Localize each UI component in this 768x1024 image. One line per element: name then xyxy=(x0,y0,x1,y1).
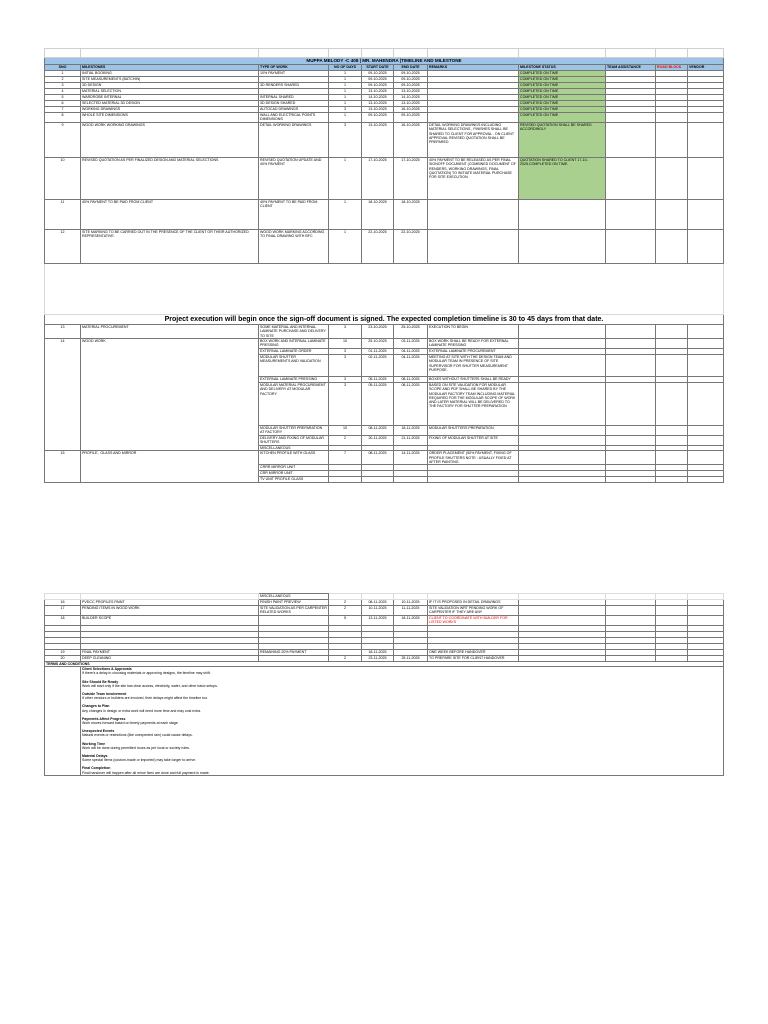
status-cell: COMPLETED ON TIME xyxy=(519,83,606,89)
term-text: Work will start only if the site has clear access, electricity, water, and other basic setups. xyxy=(82,683,218,688)
empty-cell xyxy=(688,113,724,123)
milestone-cell: SITE MEASUREMENTS (BATCHIN) xyxy=(81,77,259,83)
empty-cell xyxy=(656,426,688,436)
empty-cell xyxy=(519,383,606,426)
type-cell: TV UNIT PROFILE GLASS xyxy=(259,477,329,483)
remarks-cell: MODULAR SHUTTERS PREPARATION xyxy=(428,426,519,436)
type-cell: SITE VALIDATION AS PER CARPENTER RELATED WORKS xyxy=(260,606,327,615)
empty-cell xyxy=(688,123,724,158)
milestone-cell: MATERIAL SELECTION xyxy=(81,89,259,95)
banner-row xyxy=(45,315,724,325)
table-row xyxy=(45,200,724,230)
type-cell: DELIVERY AND FIXING OF MODULAR SHUTTERS xyxy=(259,436,329,446)
remarks-cell: EXTERNAL LAMINATE PROCUREMENT xyxy=(428,349,519,355)
term-heading: Payments Affect Progress xyxy=(82,716,126,721)
empty-cell xyxy=(656,200,688,230)
remarks-cell xyxy=(428,200,519,230)
header-remarks: REMARKS xyxy=(428,65,519,71)
end-date-cell: 09-10-2025 xyxy=(394,71,428,77)
days-cell xyxy=(329,477,362,483)
remarks-cell: SITE VALIDATION WRT PENDING WORK OF CARPENTER IF THEY ARE ANY xyxy=(428,606,519,616)
start-date-cell: 25-10-2025 xyxy=(362,339,394,349)
empty-cell xyxy=(519,325,606,339)
sno-cell: 2 xyxy=(45,77,81,83)
empty-cell xyxy=(519,616,606,626)
status-cell xyxy=(519,230,606,264)
empty-cell xyxy=(688,325,724,339)
milestone-cell: REVISED QUOTATION AS PER FINALIZED DESIGN AND MATERIAL SELECTIONS xyxy=(81,158,259,200)
start-date-cell: 23-11-2025 xyxy=(362,656,394,662)
type-cell: REMAINING 20% PAYMENT xyxy=(259,650,329,656)
start-date-cell: 05-11-2025 xyxy=(362,383,394,426)
table-row xyxy=(45,616,724,626)
end-date-cell: 17-10-2025 xyxy=(394,158,428,200)
empty-cell xyxy=(606,123,656,158)
timeline-table xyxy=(44,48,724,483)
remarks-cell: EXECUTION TO BEGIN xyxy=(428,325,519,339)
days-cell: 3 xyxy=(329,355,362,377)
days-cell: 3 xyxy=(329,325,362,339)
term-text: Work will be done during permitted hours as per local or society rules. xyxy=(82,745,190,750)
status-cell: COMPLETED ON TIME xyxy=(519,77,606,83)
milestone-cell: WOOD WORK WORKING DRAWINGS xyxy=(81,123,259,158)
type-cell: EXTERNAL LAMINATE ORDER xyxy=(259,349,329,355)
terms-list xyxy=(81,667,724,776)
header-road-block: ROAD BLOCK xyxy=(656,65,688,71)
status-cell: COMPLETED ON TIME xyxy=(519,71,606,77)
header-milestones: MILESTONES xyxy=(81,65,259,71)
remarks-cell: TO PREPARE SITE FOR CLIENT HANDOVER xyxy=(428,656,519,662)
table-row xyxy=(45,158,724,200)
empty-cell xyxy=(688,436,724,446)
type-cell: EXTERNAL LAMINATE PRESSING xyxy=(259,377,329,383)
empty-cell xyxy=(656,355,688,377)
start-date-cell: 13-11-2025 xyxy=(362,616,394,626)
term-heading: Final Completion xyxy=(82,766,111,771)
days-cell: 2 xyxy=(329,606,362,616)
type-cell: DETAIL WORKING DRAWINGS xyxy=(259,123,329,158)
empty-cell xyxy=(656,230,688,264)
type-cell: CRR MIRROR UNIT xyxy=(259,471,329,477)
execution-banner: Project execution will begin once the sign-off document is signed. The expected completion timeline is 30 to 45 days from that date. xyxy=(45,315,724,325)
sno-cell: 8 xyxy=(45,113,81,123)
header-start: START DATE xyxy=(362,65,394,71)
sno-cell: 7 xyxy=(45,107,81,113)
empty-cell xyxy=(519,606,606,616)
status-cell xyxy=(519,200,606,230)
start-date-cell: 23-10-2025 xyxy=(362,325,394,339)
empty-cell xyxy=(688,606,724,616)
start-date-cell: 22-10-2025 xyxy=(362,230,394,264)
header-sno: SNO xyxy=(45,65,81,71)
empty-cell xyxy=(688,451,724,465)
remarks-cell: MEETING AT SITE WITH THE DESIGN TEAM AND MODULAR TEAM IN PRESENCE OF SITE SUPERVISOR FOR SHUTTER MEASUREMENT PURPOSE. xyxy=(428,355,519,377)
empty-cell xyxy=(656,606,688,616)
empty-cell xyxy=(688,477,724,483)
header-status: MILESTONE STATUS xyxy=(519,65,606,71)
type-cell: MISCELLANEOUS xyxy=(259,594,329,600)
empty-cell xyxy=(519,436,606,446)
status-cell: QUOTATION SHARED TO CLIENT 17-10-2025.COMPLETED ON TIME. xyxy=(519,158,606,200)
empty-cell xyxy=(688,200,724,230)
type-cell: MODULAR SHUTTER MEASUREMENTS AND VALIDATION xyxy=(259,355,329,377)
table-row xyxy=(45,230,724,264)
empty-cell xyxy=(688,158,724,200)
sno-cell: 9 xyxy=(45,123,81,158)
table-row xyxy=(45,339,724,349)
end-date-cell: 18-11-2025 xyxy=(394,616,428,626)
sno-cell: 18 xyxy=(45,616,81,626)
days-cell: 3 xyxy=(329,377,362,383)
end-date-cell: 08-11-2025 xyxy=(394,377,428,383)
remarks-cell: ORDER PLACEMENT (50% PAYMENT, FIXING OF PROFILE SHUTTERS NOTE : USUALLY FIXED AT AFTER PAINTING xyxy=(428,451,519,465)
empty-cell xyxy=(656,325,688,339)
milestone-cell: 40% PAYMENT TO BE PAID FROM CLIENT xyxy=(81,200,259,230)
milestone-cell: PENDING ITEMS IN WOOD WORK xyxy=(81,606,259,616)
start-date-cell: 09-10-2025 xyxy=(362,113,394,123)
term-text: Final handover will happen after all minor fixes are done and full payment is made. xyxy=(82,770,210,775)
sheet-page-1 xyxy=(44,48,723,483)
start-date-cell: 18-11-2025 xyxy=(362,650,394,656)
days-cell: 3 xyxy=(329,107,362,113)
empty-cell xyxy=(688,230,724,264)
empty-cell xyxy=(519,355,606,377)
remarks-cell xyxy=(428,477,519,483)
type-cell: MISCELLANEOUS xyxy=(259,446,329,451)
remarks-cell: BASED ON SITE VALIDATION FOR MODULAR SCOPE AND PDF SHALL BE SHARED BY THE MODULAR FACTORY TEAM INCLUDING MATERIAL REQUIRED FOR THE MODULAR SCOPE OF WORK AND LATER MATERIAL WILL BE DELIVERED TO THE FACTORY FOR SHUTTER PREPARATION xyxy=(428,383,519,426)
days-cell: 2 xyxy=(329,600,362,606)
empty-cell xyxy=(606,451,656,465)
days-cell: 2 xyxy=(329,436,362,446)
end-date-cell: 10-11-2025 xyxy=(394,600,428,606)
end-date-cell: 09-10-2025 xyxy=(394,77,428,83)
days-cell: 10 xyxy=(329,426,362,436)
end-date-cell: 13-10-2025 xyxy=(394,101,428,107)
type-cell: MODULAR SHUTTER PREPARATION AT FACTORY xyxy=(259,426,329,436)
milestone-cell: DEEP CLEANING xyxy=(81,656,259,662)
term-text: Work moves forward based on timely payments at each stage. xyxy=(82,721,179,726)
empty-cell xyxy=(519,426,606,436)
type-cell: SOME MATERIAL AND INTERNAL LAMINATE PURCHASE AND DELIVERY TO SITE xyxy=(259,325,329,339)
term-text: Any changes in design or extra work will need more time and may cost extra. xyxy=(82,708,202,713)
end-date-cell: 16-10-2025 xyxy=(394,107,428,113)
blank-row xyxy=(45,49,724,58)
empty-cell xyxy=(606,113,656,123)
end-date-cell: 09-10-2025 xyxy=(394,113,428,123)
start-date-cell: 08-11-2025 xyxy=(362,451,394,465)
days-cell: 1 xyxy=(329,200,362,230)
days-cell: 1 xyxy=(329,230,362,264)
sno-cell: 17 xyxy=(45,606,81,616)
empty-cell xyxy=(688,426,724,436)
type-cell: 10% PAYMENT xyxy=(259,71,329,77)
remarks-cell: ONE WEEK BEFORE HANDOVER xyxy=(428,650,519,656)
type-cell: INTERNAL SHARED xyxy=(259,95,329,101)
start-date-cell: 17-10-2025 xyxy=(362,158,394,200)
days-cell: 3 xyxy=(329,349,362,355)
sno-cell: 5 xyxy=(45,95,81,101)
end-date-cell: 18-10-2025 xyxy=(394,200,428,230)
status-cell: REVISED QUOTATION SHALL BE SHARED ACCORDINGLY xyxy=(519,123,606,158)
empty-cell xyxy=(656,436,688,446)
header-vendor: VENDOR xyxy=(688,65,724,71)
start-date-cell: 05-11-2025 xyxy=(362,377,394,383)
start-date-cell xyxy=(362,477,394,483)
empty-cell xyxy=(606,616,656,626)
milestone-cell: PVDCC PROFILES PAINT xyxy=(81,600,259,606)
term-heading: Changes to Plan xyxy=(82,704,110,709)
sno-cell: 4 xyxy=(45,89,81,95)
empty-cell xyxy=(656,339,688,349)
empty-cell xyxy=(656,451,688,465)
empty-cell xyxy=(656,477,688,483)
start-date-cell: 14-10-2025 xyxy=(362,95,394,101)
end-date-cell: 11-11-2025 xyxy=(394,606,428,616)
type-cell: WALL AND ELECTRICAL POINTS DIMENSIONS xyxy=(259,113,329,123)
term-heading: Client Selections & Approvals xyxy=(82,667,132,672)
days-cell: 1 xyxy=(329,71,362,77)
days-cell: 1 xyxy=(329,89,362,95)
empty-cell xyxy=(688,339,724,349)
empty-cell xyxy=(606,325,656,339)
term-heading: Working Time xyxy=(82,741,106,746)
empty-cell xyxy=(656,158,688,200)
days-cell: 3 xyxy=(329,383,362,426)
end-date-cell: 08-11-2025 xyxy=(394,383,428,426)
status-cell: COMPLETED ON TIME xyxy=(519,89,606,95)
term-text: Natural events or restrictions (like unexpected rain) could cause delays. xyxy=(82,733,193,738)
sno-cell: 14 xyxy=(45,339,81,451)
terms-heading: TERMS AND CONDITIONS xyxy=(45,662,724,667)
start-date-cell: 13-10-2025 xyxy=(362,101,394,107)
milestone-cell: INITIAL BOOKING xyxy=(81,71,259,77)
days-cell: 1 xyxy=(329,95,362,101)
status-cell: COMPLETED ON TIME xyxy=(519,95,606,101)
sno-cell: 12 xyxy=(45,230,81,264)
status-cell: COMPLETED ON TIME xyxy=(519,101,606,107)
milestone-cell: MATERIAL PROCUREMENT xyxy=(81,325,259,339)
empty-cell xyxy=(606,339,656,349)
title-row xyxy=(45,58,724,65)
empty-cell xyxy=(606,230,656,264)
sno-cell: 20 xyxy=(45,656,81,662)
end-date-cell: 22-10-2025 xyxy=(394,230,428,264)
type-cell: MODULAR MATERIAL PROCUREMENT AND DELIVERY AT MODULAR FACTORY xyxy=(259,383,329,426)
type-cell xyxy=(259,616,329,626)
term-text: If there's a delay in choosing materials or approving designs, the timeline may shift. xyxy=(82,671,211,676)
term-heading: Material Delays xyxy=(82,754,108,759)
type-cell: CRRR MIRROR UNIT xyxy=(259,465,329,471)
days-cell: 1 xyxy=(329,113,362,123)
milestone-cell: SELECTED MATERIAL 3D DESIGN xyxy=(81,101,259,107)
end-date-cell xyxy=(394,477,428,483)
end-date-cell: 25-11-2025 xyxy=(394,656,428,662)
sno-cell: 1 xyxy=(45,71,81,77)
empty-cell xyxy=(606,355,656,377)
sno-cell: 6 xyxy=(45,101,81,107)
milestone-cell: 3D DESIGN xyxy=(81,83,259,89)
empty-cell xyxy=(606,383,656,426)
empty-cell xyxy=(688,355,724,377)
start-date-cell: 13-10-2025 xyxy=(362,123,394,158)
start-date-cell: 13-10-2025 xyxy=(362,89,394,95)
empty-cell xyxy=(656,123,688,158)
type-cell: FINISH PAINT PREVIEW xyxy=(259,600,329,606)
end-date-cell: 14-10-2025 xyxy=(394,95,428,101)
type-cell: 3D DESIGN SHARED xyxy=(259,101,329,107)
days-cell: 1 xyxy=(329,83,362,89)
milestone-cell: PROFILE , GLASS AND MIRROR xyxy=(81,451,259,483)
header-team: TEAM ASSISTANCE xyxy=(606,65,656,71)
empty-cell xyxy=(656,113,688,123)
days-cell: 10 xyxy=(329,339,362,349)
term-text: If other vendors or builders are involved, their delays might affect the timeline too. xyxy=(82,696,209,701)
empty-cell xyxy=(606,606,656,616)
milestone-cell: WARDROBE INTERNAL xyxy=(81,95,259,101)
term-heading: Outside Team Involvement xyxy=(82,692,127,697)
start-date-cell: 09-10-2025 xyxy=(362,77,394,83)
milestone-cell: WOOD WORK xyxy=(81,339,259,451)
empty-cell xyxy=(519,339,606,349)
milestone-cell: WHOLE SITE DIMENSIONS xyxy=(81,113,259,123)
type-cell: REVISED QUOTATION UPDATE AND 40% PAYMENT xyxy=(259,158,329,200)
spacer-row xyxy=(45,264,724,315)
header-end: END DATE xyxy=(394,65,428,71)
empty-cell xyxy=(688,616,724,626)
empty-cell xyxy=(656,383,688,426)
type-cell: KITCHEN PROFILE WITH GLASS xyxy=(259,451,329,465)
table-row xyxy=(45,451,724,465)
table-row xyxy=(45,606,724,616)
remarks-cell xyxy=(428,113,519,123)
empty-cell xyxy=(656,616,688,626)
days-cell: 7 xyxy=(329,451,362,465)
days-cell: 2 xyxy=(329,656,362,662)
milestone-cell: FINAL PAYMENT xyxy=(81,650,259,656)
milestone-cell: WORKING DRAWINGS xyxy=(81,107,259,113)
empty-cell xyxy=(606,200,656,230)
sno-cell: 11 xyxy=(45,200,81,230)
remarks-cell: FIXING OF MODULAR SHUTTER AT SITE xyxy=(428,436,519,446)
end-date-cell: 21-11-2025 xyxy=(394,436,428,446)
end-date-cell: 16-10-2025 xyxy=(394,123,428,158)
days-cell: 1 xyxy=(329,101,362,107)
status-cell: COMPLETED ON TIME xyxy=(519,107,606,113)
days-cell: 1 xyxy=(329,77,362,83)
start-date-cell: 08-11-2025 xyxy=(362,426,394,436)
end-date-cell: 04-11-2025 xyxy=(394,349,428,355)
remarks-cell xyxy=(428,230,519,264)
days-cell: 3 xyxy=(329,123,362,158)
end-date-cell: 18-11-2025 xyxy=(394,426,428,436)
end-date-cell: 14-11-2025 xyxy=(394,451,428,465)
start-date-cell: 18-10-2025 xyxy=(362,200,394,230)
type-cell: 3D RENDERS SHARED xyxy=(259,83,329,89)
sno-cell: 3 xyxy=(45,83,81,89)
sno-cell: 16 xyxy=(45,600,81,606)
sno-cell: 15 xyxy=(45,451,81,483)
table-row xyxy=(45,123,724,158)
term-text: Some special items (custom-made or imported) may take longer to arrive. xyxy=(82,758,196,763)
start-date-cell: 08-11-2025 xyxy=(362,600,394,606)
end-date-cell: 25-10-2025 xyxy=(394,325,428,339)
start-date-cell: 01-11-2025 xyxy=(362,349,394,355)
start-date-cell: 09-10-2025 xyxy=(362,83,394,89)
remarks-cell: DETAIL WORKING DRAWINGS INCLUDING MATERIAL SELECTIONS , FINISHES SHALL BE SHARED TO CLIENT FOR APPROVAL . ON CLIENT APPROVAL REVISED QUOTATION SHALL BE PREPARED xyxy=(428,123,519,158)
days-cell: 5 xyxy=(329,616,362,626)
remarks-cell: 40% PAYMENT TO BE RELEASED AS PER FINAL SIGNOFF DOCUMENT (COMBINED DOCUMENT OF RENDERS, WORKING DRAWINGS, FINAL QUOTATION) TO INITIATE MATERIAL PURCHASE FOR SITE EXECUTION. xyxy=(428,158,519,200)
empty-cell xyxy=(606,158,656,200)
type-cell: AUTOCAD DRAWINGS xyxy=(259,107,329,113)
type-cell: BOX WORK AND INTERNAL LAMINATE PRESSING xyxy=(259,339,329,349)
empty-cell xyxy=(519,451,606,465)
remarks-cell: BOX WORK SHALL BE READY FOR EXTERNAL LAMINATE PRESSING xyxy=(428,339,519,349)
start-date-cell: 09-10-2025 xyxy=(362,71,394,77)
status-cell: COMPLETED ON TIME xyxy=(519,113,606,123)
days-cell: 1 xyxy=(329,158,362,200)
sheet-title: MUPPA MELODY -C 408 | MR. MAHENDRA |TIMELINE AND MILESTONE xyxy=(45,58,724,65)
table-row xyxy=(45,113,724,123)
start-date-cell: 02-11-2025 xyxy=(362,355,394,377)
sno-cell: 10 xyxy=(45,158,81,200)
term-heading: Site Should Be Ready xyxy=(82,679,119,684)
term-heading: Unexpected Events xyxy=(82,729,115,734)
remarks-cell: IF IT IS PROPOSED IN DETAIL DRAWINGS xyxy=(428,600,519,606)
empty-cell xyxy=(606,436,656,446)
end-date-cell: 04-11-2025 xyxy=(394,355,428,377)
type-cell: WOOD WORK MARKING ACCORDING TO FINAL DRAWING WITH BFC xyxy=(259,230,329,264)
start-date-cell: 20-11-2025 xyxy=(362,436,394,446)
sheet-page-2 xyxy=(44,593,723,776)
empty-cell xyxy=(519,477,606,483)
sno-cell: 13 xyxy=(45,325,81,339)
header-type: TYPE OF WORK xyxy=(259,65,329,71)
empty-cell xyxy=(606,426,656,436)
remarks-cell: CLIENT TO COORDINATE WITH BUILDER FOR LISTED WORKS xyxy=(428,616,519,626)
header-days: NO OF DAYS xyxy=(329,65,362,71)
start-date-cell: 13-10-2025 xyxy=(362,107,394,113)
milestone-cell: BUILDER SCOPE xyxy=(81,616,259,626)
end-date-cell: 13-10-2025 xyxy=(394,89,428,95)
timeline-table-continued xyxy=(44,593,724,776)
start-date-cell: 10-11-2025 xyxy=(362,606,394,616)
sno-cell: 19 xyxy=(45,650,81,656)
empty-cell xyxy=(688,383,724,426)
end-date-cell: 03-11-2025 xyxy=(394,339,428,349)
end-date-cell: 09-10-2025 xyxy=(394,83,428,89)
type-cell: 40% PAYMENT TO BE PAID FROM CLIENT xyxy=(259,200,329,230)
terms-row xyxy=(45,667,724,776)
empty-cell xyxy=(606,477,656,483)
table-row xyxy=(45,325,724,339)
remarks-cell: BOXES WITHOUT SHUTTERS SHALL BE READY xyxy=(428,377,519,383)
milestone-cell: SITE MARKING TO BE CARRIED OUT IN THE PRESENCE OF THE CLIENT OR THEIR AUTHORIZED REPRESENTATIVE. xyxy=(81,230,259,264)
